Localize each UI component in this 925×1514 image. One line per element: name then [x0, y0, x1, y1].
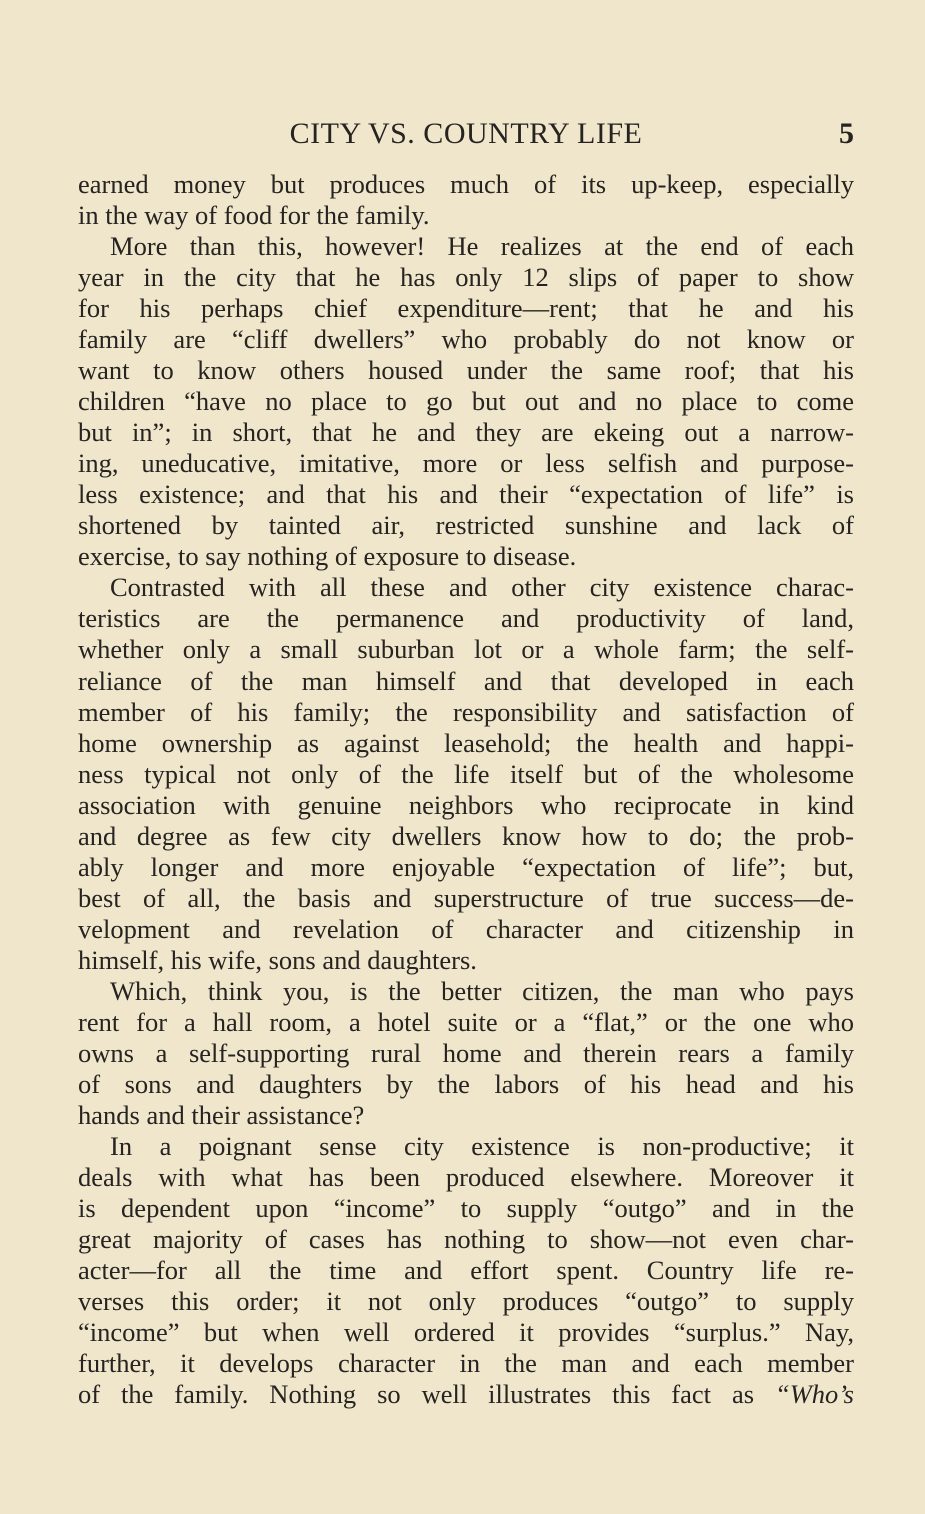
text-line: velopment and revelation of character and citizenship in: [78, 913, 854, 944]
page-header: [78, 112, 854, 156]
running-head: CITY VS. COUNTRY LIFE: [289, 117, 643, 150]
text-line: ably longer and more enjoyable “expectation of life”; but,: [78, 851, 854, 882]
text-line: rent for a hall room, a hotel suite or a “flat,” or the one who: [78, 1006, 854, 1037]
text-line: less existence; and that his and their “expectation of life” is: [78, 479, 854, 510]
text-line: exercise, to say nothing of exposure to disease.: [78, 541, 577, 572]
text-line: home ownership as against leasehold; the health and happi-: [78, 727, 854, 758]
text-line: further, it develops character in the man and each member: [78, 1348, 854, 1379]
text-line: Contrasted with all these and other city existence charac-: [110, 572, 854, 603]
text-line: whether only a small suburban lot or a whole farm; the self-: [78, 634, 854, 665]
text-line: ing, uneducative, imitative, more or less selfish and purpose-: [78, 448, 854, 479]
text-line: In a poignant sense city existence is non-productive; it: [110, 1130, 854, 1161]
text-line: in the way of food for the family.: [78, 200, 430, 231]
body-text: [78, 169, 854, 1410]
text-line: best of all, the basis and superstructure of true success—de-: [78, 882, 854, 913]
text-line: acter—for all the time and effort spent. Country life re-: [78, 1255, 854, 1286]
text-line: and degree as few city dwellers know how to do; the prob-: [78, 820, 854, 851]
text-line: “income” but when well ordered it provides “surplus.” Nay,: [78, 1317, 854, 1348]
text-line: Which, think you, is the better citizen, the man who pays: [110, 975, 854, 1006]
text-line: want to know others housed under the same roof; that his: [78, 355, 854, 386]
text-line: ness typical not only of the life itself but of the wholesome: [78, 758, 854, 789]
text-line: is dependent upon “income” to supply “outgo” and in the: [78, 1193, 854, 1224]
text-line: shortened by tainted air, restricted sunshine and lack of: [78, 510, 854, 541]
text-line: verses this order; it not only produces “outgo” to supply: [78, 1286, 854, 1317]
text-line: children “have no place to go but out and no place to come: [78, 386, 854, 417]
page-number: 5: [839, 117, 854, 150]
text-line: hands and their assistance?: [78, 1099, 365, 1130]
text-line: deals with what has been produced elsewhere. Moreover it: [78, 1162, 854, 1192]
text-line: teristics are the permanence and productivity of land,: [78, 603, 854, 634]
italic-title-fragment: “Who’s: [774, 1379, 854, 1410]
text-line: family are “cliff dwellers” who probably do not know or: [78, 324, 854, 355]
text-line: member of his family; the responsibility and satisfaction of: [78, 696, 854, 727]
text-line: earned money but produces much of its up-keep, especially: [78, 169, 854, 199]
text-line-final: [78, 1379, 854, 1410]
text-line-final-roman: of the family. Nothing so well illustrates this fact as: [78, 1379, 755, 1410]
text-line: owns a self-supporting rural home and therein rears a family: [78, 1037, 854, 1068]
text-line: great majority of cases has nothing to show—not even char-: [78, 1224, 854, 1255]
text-line: of sons and daughters by the labors of his head and his: [78, 1068, 854, 1099]
text-line: himself, his wife, sons and daughters.: [78, 944, 477, 975]
text-line: reliance of the man himself and that developed in each: [78, 665, 854, 696]
text-line: More than this, however! He realizes at the end of each: [110, 231, 854, 262]
text-line: association with genuine neighbors who reciprocate in kind: [78, 789, 854, 820]
text-line: but in”; in short, that he and they are ekeing out a narrow-: [78, 417, 854, 448]
text-line: for his perhaps chief expenditure—rent; that he and his: [78, 293, 854, 324]
text-line: year in the city that he has only 12 slips of paper to show: [78, 262, 854, 293]
